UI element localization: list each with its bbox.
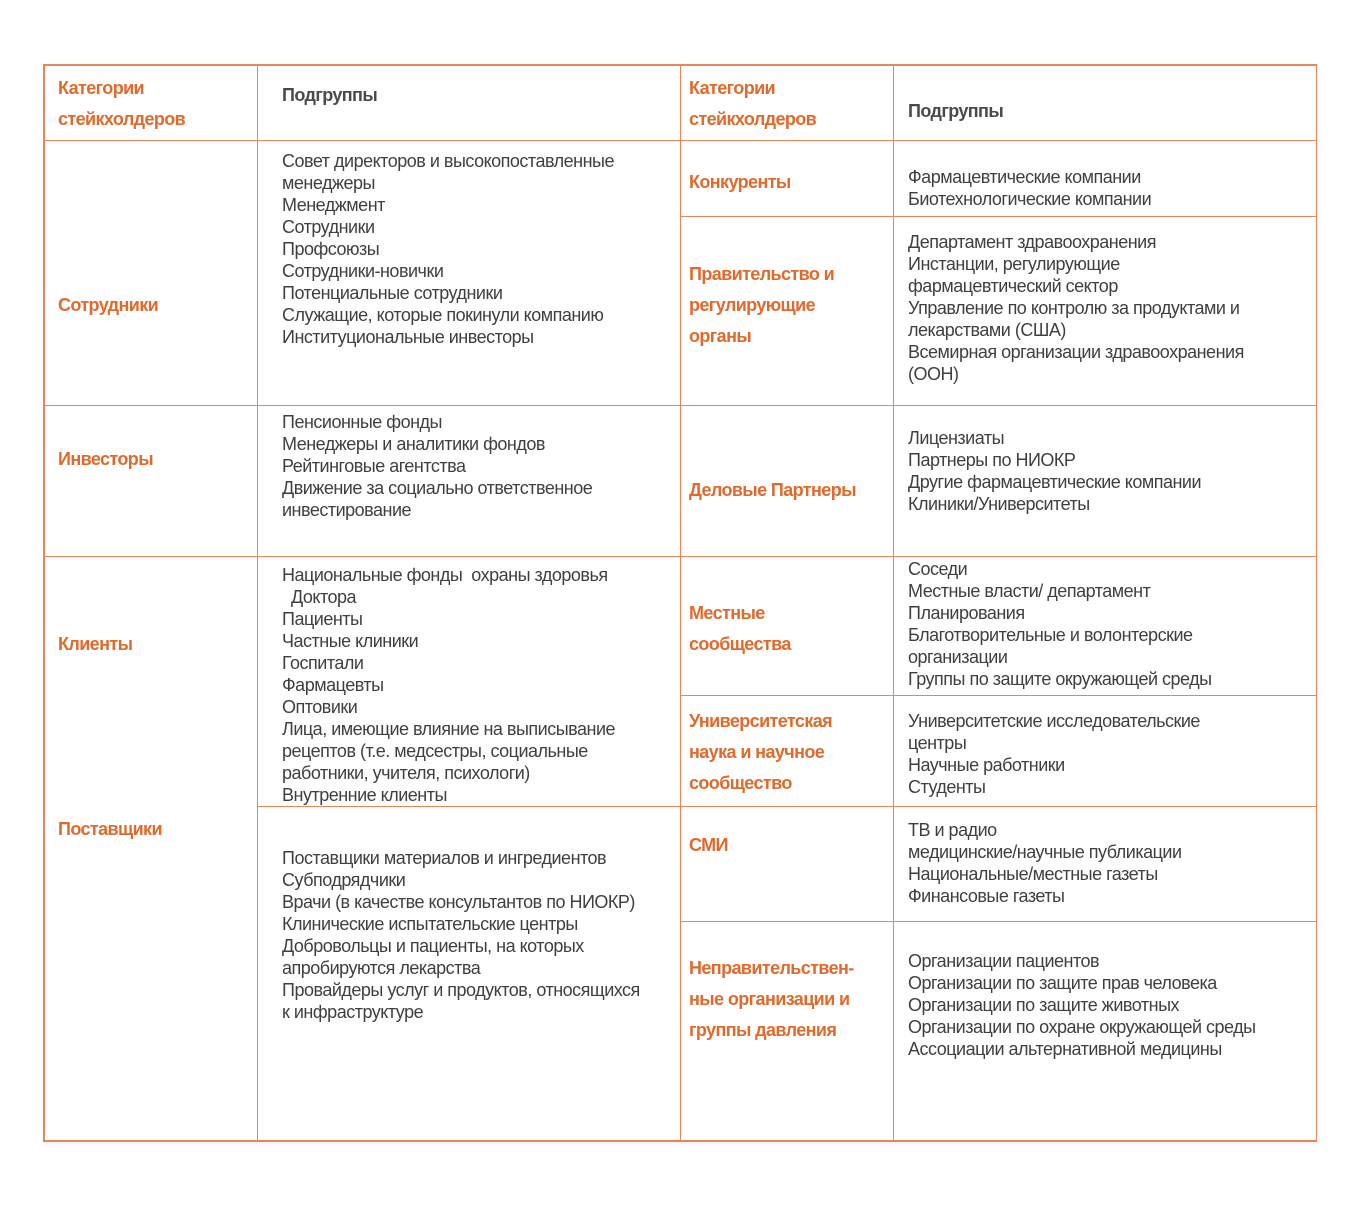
subgroups-local-communities [908,558,1212,690]
subgroup-item: Фармацевты [282,675,384,695]
subgroup-item: Соседи [908,559,968,579]
subgroups-government [908,231,1244,385]
subgroup-item: лекарствами (США) [908,320,1066,340]
header-category-left: Категории стейкхолдеров [58,78,186,129]
subgroup-item: Менеджмент [282,195,385,215]
subgroup-item: Оптовики [282,697,358,717]
category-investors: Инвесторы [58,449,153,469]
subgroup-item: рецептов (т.е. медсестры, социальные [282,741,588,761]
subgroup-item: Всемирная организации здравоохранения [908,342,1244,362]
subgroup-item: Другие фармацевтические компании [908,472,1202,492]
subgroup-item: Партнеры по НИОКР [908,450,1076,470]
subgroup-item: апробируются лекарства [282,958,481,978]
row-divider [680,405,1317,406]
subgroup-item: Менеджеры и аналитики фондов [282,434,545,454]
row-divider [680,216,1317,217]
subgroup-item: Студенты [908,777,986,797]
category-business-partners: Деловые Партнеры [689,480,856,500]
header-category-right: Категории стейкхолдеров [689,78,817,129]
category-competitors: Конкуренты [689,172,791,192]
subgroup-item: Благотворительные и волонтерские [908,625,1193,645]
subgroup-item: Университетские исследовательские [908,711,1200,731]
subgroup-item: Организации по защите животных [908,995,1180,1015]
category-ngo: Неправительствен-ные организации и группы давления [689,958,854,1040]
subgroup-item: Движение за социально ответственное [282,478,593,498]
subgroups-employees [282,150,614,348]
subgroups-investors [282,411,592,521]
subgroups-competitors [908,166,1151,210]
subgroup-item: Внутренние клиенты [282,785,447,805]
subgroup-item: Организации пациентов [908,951,1100,971]
subgroup-item: Профсоюзы [282,239,380,259]
category-media: СМИ [689,835,728,855]
subgroup-item: Добровольцы и пациенты, на которых [282,936,584,956]
header-subgroups-right: Подгруппы [908,101,1004,121]
subgroup-item: Управление по контролю за продуктами и [908,298,1240,318]
subgroups-clients [282,564,615,806]
subgroup-item: Служащие, которые покинули компанию [282,305,604,325]
subgroup-item: Лицензиаты [908,428,1005,448]
row-divider [680,140,1317,141]
subgroups-ngo [908,950,1256,1060]
row-divider [43,556,681,557]
subgroup-item: центры [908,733,967,753]
row-divider [680,556,1317,557]
column-divider [680,64,681,1142]
subgroup-item: Организации по защите прав человека [908,973,1217,993]
subgroups-business-partners [908,427,1201,515]
subgroups-suppliers [282,847,640,1023]
subgroup-item: Врачи (в качестве консультантов по НИОКР) [282,892,635,912]
subgroup-item: Фармацевтические компании [908,167,1141,187]
subgroup-item: Биотехнологические компании [908,189,1152,209]
subgroups-media [908,819,1182,907]
category-suppliers: Поставщики [58,819,162,839]
category-local-communities: Местные сообщества [689,603,791,654]
subgroup-item: Организации по охране окружающей среды [908,1017,1256,1037]
column-divider [893,64,894,1142]
subgroup-item: Субподрядчики [282,870,406,890]
subgroup-item: Национальные фонды охраны здоровья [282,565,608,585]
subgroup-item: медицинские/научные публикации [908,842,1182,862]
row-divider [257,806,681,807]
subgroup-item: Ассоциации альтернативной медицины [908,1039,1222,1059]
subgroup-item: Доктора [282,587,357,607]
subgroup-item: Местные власти/ департамент [908,581,1151,601]
subgroup-item: (ООН) [908,364,959,384]
subgroup-item: менеджеры [282,173,375,193]
subgroup-item: Клинические испытательские центры [282,914,578,934]
subgroup-item: Рейтинговые агентства [282,456,466,476]
category-academia: Университетская наука и научное сообщество [689,711,833,793]
row-divider [43,405,681,406]
subgroup-item: Группы по защите окружающей среды [908,669,1212,689]
subgroup-item: Пенсионные фонды [282,412,442,432]
row-divider [680,921,1317,922]
subgroup-item: Сотрудники-новички [282,261,444,281]
subgroup-item: Научные работники [908,755,1065,775]
subgroup-item: фармацевтический сектор [908,276,1118,296]
row-divider [680,806,1317,807]
subgroup-item: Сотрудники [282,217,375,237]
header-subgroups-left: Подгруппы [282,85,378,105]
subgroup-item: к инфраструктуре [282,1002,424,1022]
subgroup-item: Финансовые газеты [908,886,1065,906]
subgroup-item: Провайдеры услуг и продуктов, относящихся [282,980,640,1000]
subgroup-item: Национальные/местные газеты [908,864,1158,884]
subgroup-item: Инстанции, регулирующие [908,254,1120,274]
row-divider [43,140,681,141]
subgroup-item: ТВ и радио [908,820,997,840]
subgroup-item: Частные клиники [282,631,419,651]
subgroup-item: инвестирование [282,500,412,520]
subgroup-item: организации [908,647,1008,667]
subgroup-item: Госпитали [282,653,364,673]
subgroup-item: Потенциальные сотрудники [282,283,503,303]
subgroup-item: Институциональные инвесторы [282,327,534,347]
subgroup-item: Планирования [908,603,1025,623]
subgroup-item: Департамент здравоохранения [908,232,1156,252]
category-clients: Клиенты [58,634,133,654]
subgroups-academia [908,710,1200,798]
subgroup-item: Пациенты [282,609,363,629]
column-divider [257,64,258,1142]
subgroup-item: Совет директоров и высокопоставленные [282,151,614,171]
subgroup-item: Поставщики материалов и ингредиентов [282,848,607,868]
row-divider [680,695,1317,696]
subgroup-item: Клиники/Университеты [908,494,1090,514]
subgroup-item: работники, учителя, психологи) [282,763,530,783]
category-government: Правительство и регулирующие органы [689,264,835,346]
category-employees: Сотрудники [58,295,159,315]
subgroup-item: Лица, имеющие влияние на выписывание [282,719,616,739]
